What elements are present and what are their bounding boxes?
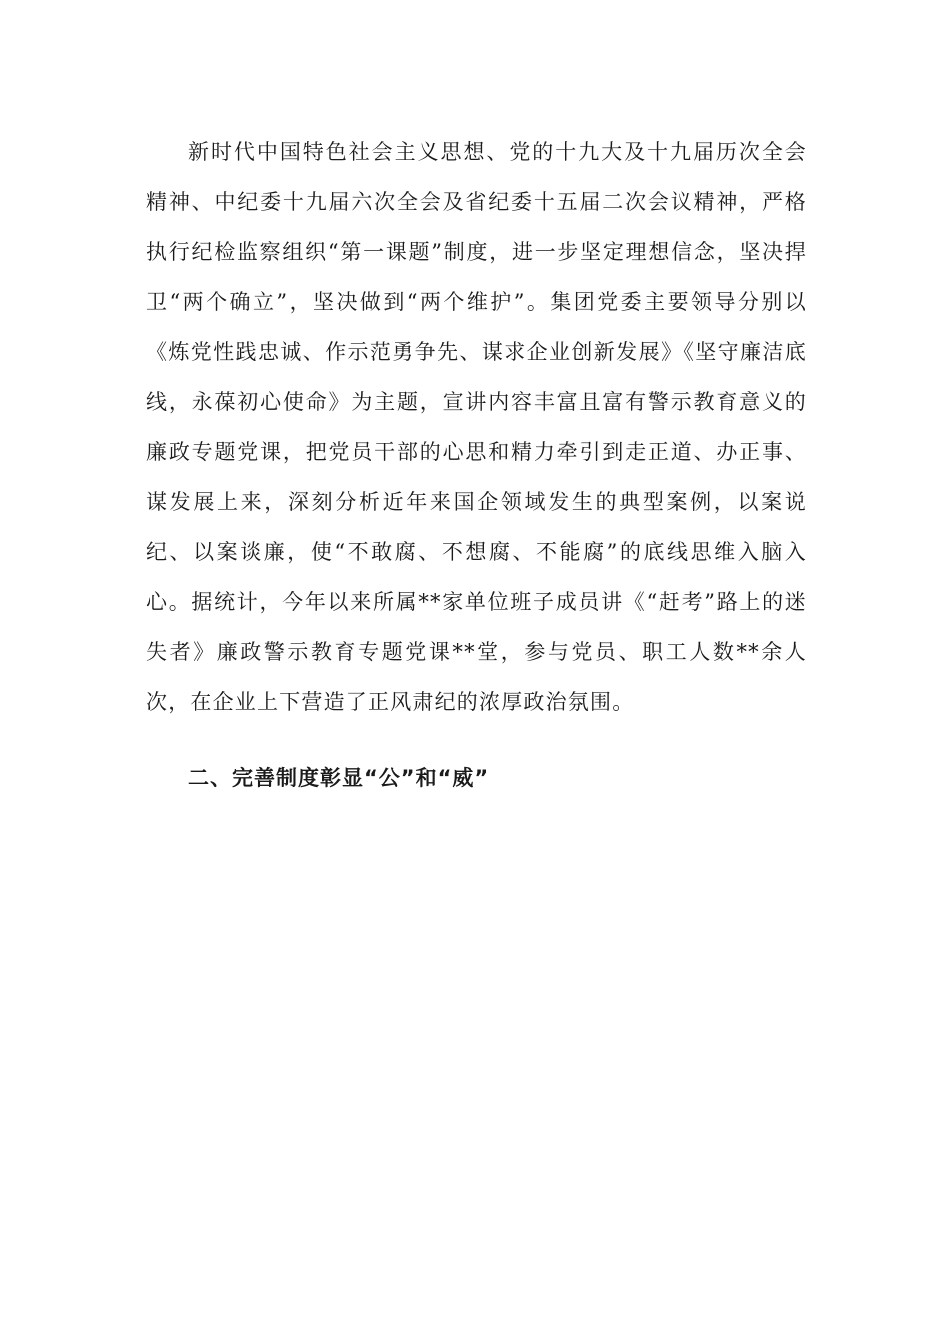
body-paragraph: 新时代中国特色社会主义思想、党的十九大及十九届历次全会精神、中纪委十九届六次全会及省纪委十五届二次会议精神，严格执行纪检监察组织“第一课题”制度，进一步坚定理想信念，坚决捍卫“两个确立”，坚决做到“两个维护”。集团党委主要领导分别以《炼党性践忠诚、作示范勇争先、谋求企业创新发展》《坚守廉洁底线，永葆初心使命》为主题，宣讲内容丰富且富有警示教育意义的廉政专题党课，把党员干部的心思和精力牵引到走正道、办正事、谋发展上来，深刻分析近年来国企领域发生的典型案例，以案说纪、以案谈廉，使“不敢腐、不想腐、不能腐”的底线思维入脑入心。据统计，今年以来所属**家单位班子成员讲《“赶考”路上的迷失者》廉政警示教育专题党课**堂，参与党员、职工人数**余人次，在企业上下营造了正风肃纪的浓厚政治氛围。 xyxy=(146,140,807,714)
document-body xyxy=(146,127,807,803)
section-heading: 二、完善制度彰显“公”和“威” xyxy=(188,766,490,790)
